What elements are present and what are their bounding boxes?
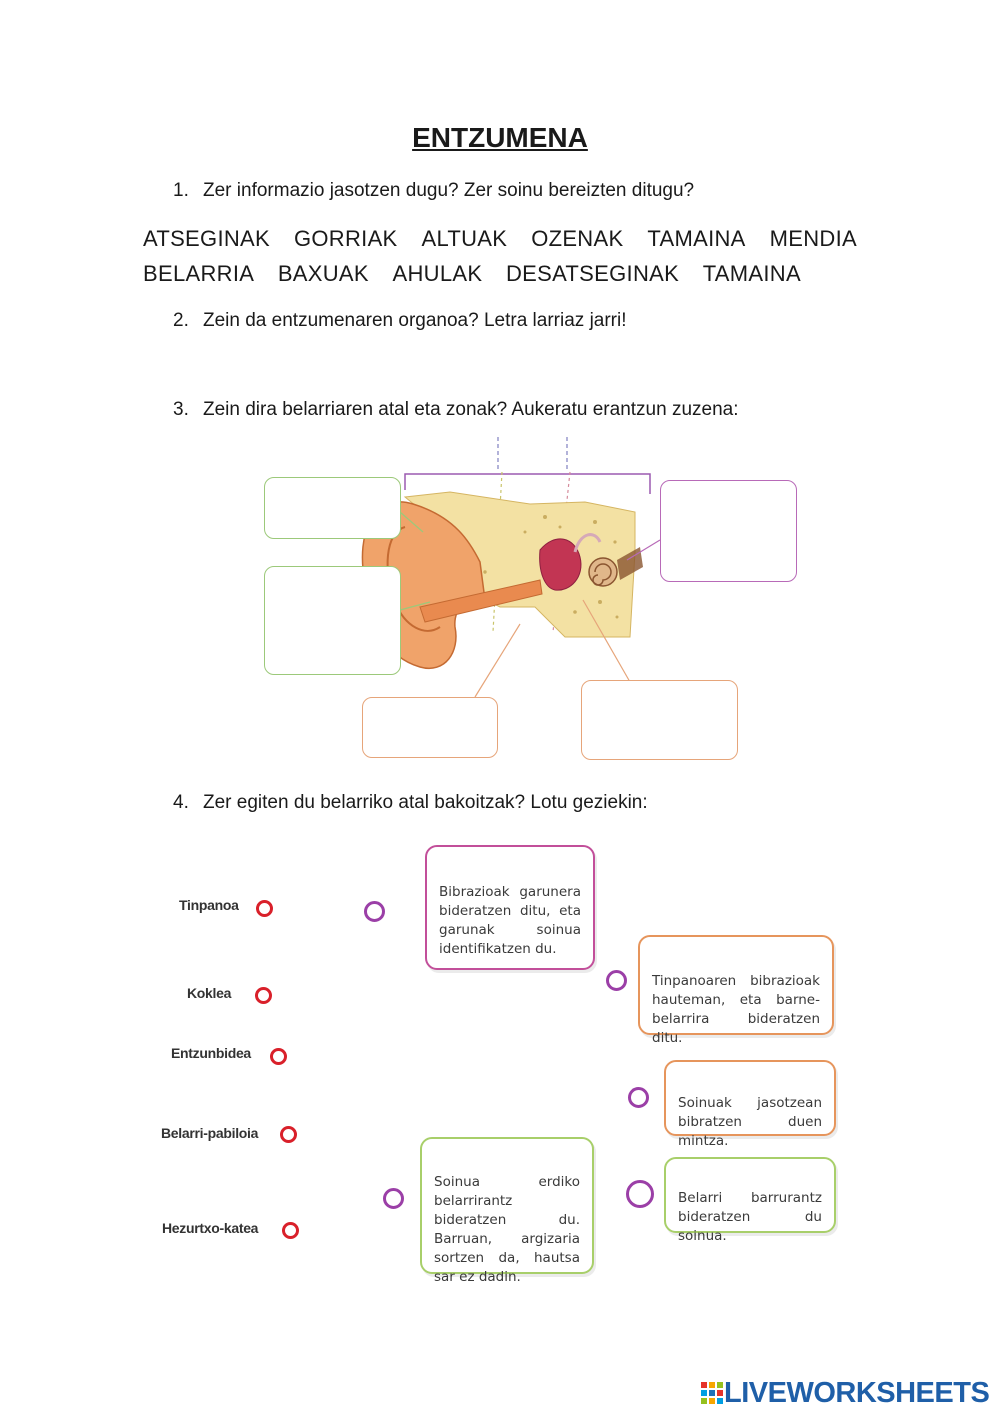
word-bank-item[interactable]: ALTUAK bbox=[421, 226, 508, 251]
match-dot-hezurtxo-katea[interactable] bbox=[282, 1222, 299, 1239]
outer-ear-bracket bbox=[405, 474, 650, 494]
part-label-belarri-pabiloia: Belarri-pabiloia bbox=[161, 1125, 259, 1141]
question-4 bbox=[173, 792, 648, 814]
question-text: Zein dira belarriaren atal eta zonak? Aukeratu erantzun zuzena: bbox=[203, 399, 739, 420]
match-dot-description-3[interactable] bbox=[628, 1087, 649, 1108]
question-3 bbox=[173, 399, 739, 421]
match-dot-tinpanoa[interactable] bbox=[256, 900, 273, 917]
liveworksheets-logo bbox=[700, 1378, 989, 1408]
word-bank-item[interactable]: GORRIAK bbox=[293, 226, 398, 251]
logo-text: LIVEWORKSHEETS bbox=[724, 1376, 990, 1409]
description-card-5: Belarri barrurantz bideratzen du soinua. bbox=[664, 1157, 836, 1233]
ear-part-answer-box-1[interactable] bbox=[264, 477, 401, 539]
question-1 bbox=[173, 180, 694, 202]
match-dot-description-4[interactable] bbox=[383, 1188, 404, 1209]
word-bank-item[interactable]: MENDIA bbox=[769, 226, 857, 251]
word-bank-item[interactable]: OZENAK bbox=[531, 226, 624, 251]
word-bank-item[interactable]: TAMAINA bbox=[647, 226, 746, 251]
word-bank-item[interactable]: TAMAINA bbox=[702, 261, 801, 286]
question-2 bbox=[173, 310, 627, 332]
logo-icon bbox=[700, 1381, 724, 1405]
match-dot-description-5[interactable] bbox=[626, 1180, 654, 1208]
word-bank-item[interactable]: BAXUAK bbox=[277, 261, 369, 286]
match-dot-belarri-pabiloia[interactable] bbox=[280, 1126, 297, 1143]
word-bank-item[interactable]: DESATSEGINAK bbox=[505, 261, 680, 286]
question-number: 1. bbox=[173, 180, 189, 201]
description-card-3: Soinuak jasotzean bibratzen duen mintza. bbox=[664, 1060, 836, 1136]
ear-part-answer-box-5[interactable] bbox=[581, 680, 738, 760]
part-label-entzunbidea: Entzunbidea bbox=[171, 1045, 251, 1061]
match-dot-entzunbidea[interactable] bbox=[270, 1048, 287, 1065]
question-text: Zer informazio jasotzen dugu? Zer soinu bereizten ditugu? bbox=[203, 180, 695, 201]
word-bank-item[interactable]: ATSEGINAK bbox=[143, 226, 270, 251]
ear-part-answer-box-2[interactable] bbox=[264, 566, 401, 675]
description-card-2: Tinpanoaren bibrazioak hauteman, eta barne-belarrira bideratzen ditu. bbox=[638, 935, 834, 1035]
match-dot-description-2[interactable] bbox=[606, 970, 627, 991]
ear-part-answer-box-3[interactable] bbox=[660, 480, 797, 582]
word-bank-row-1 bbox=[143, 226, 857, 252]
page-title: ENTZUMENA bbox=[412, 122, 588, 153]
match-dot-koklea[interactable] bbox=[255, 987, 272, 1004]
question-number: 3. bbox=[173, 399, 189, 420]
question-number: 2. bbox=[173, 310, 189, 331]
word-bank-row-2 bbox=[143, 261, 801, 287]
part-label-tinpanoa: Tinpanoa bbox=[179, 897, 239, 913]
part-label-hezurtxo-katea: Hezurtxo-katea bbox=[162, 1220, 259, 1236]
question-text: Zein da entzumenaren organoa? Letra larriaz jarri! bbox=[203, 310, 627, 331]
question-text: Zer egiten du belarriko atal bakoitzak? Lotu geziekin: bbox=[203, 792, 648, 813]
question-number: 4. bbox=[173, 792, 189, 813]
description-card-1: Bibrazioak garunera bideratzen ditu, eta garunak soinua identifikatzen du. bbox=[425, 845, 595, 970]
description-card-4: Soinua erdiko belarrirantz bideratzen du. Barruan, argizaria sortzen da, hautsa sar ez dadin. bbox=[420, 1137, 594, 1274]
word-bank-item[interactable]: AHULAK bbox=[392, 261, 483, 286]
word-bank-item[interactable]: BELARRIA bbox=[143, 261, 255, 286]
ear-part-answer-box-4[interactable] bbox=[362, 697, 498, 758]
match-dot-description-1[interactable] bbox=[364, 901, 385, 922]
part-label-koklea: Koklea bbox=[187, 985, 232, 1001]
